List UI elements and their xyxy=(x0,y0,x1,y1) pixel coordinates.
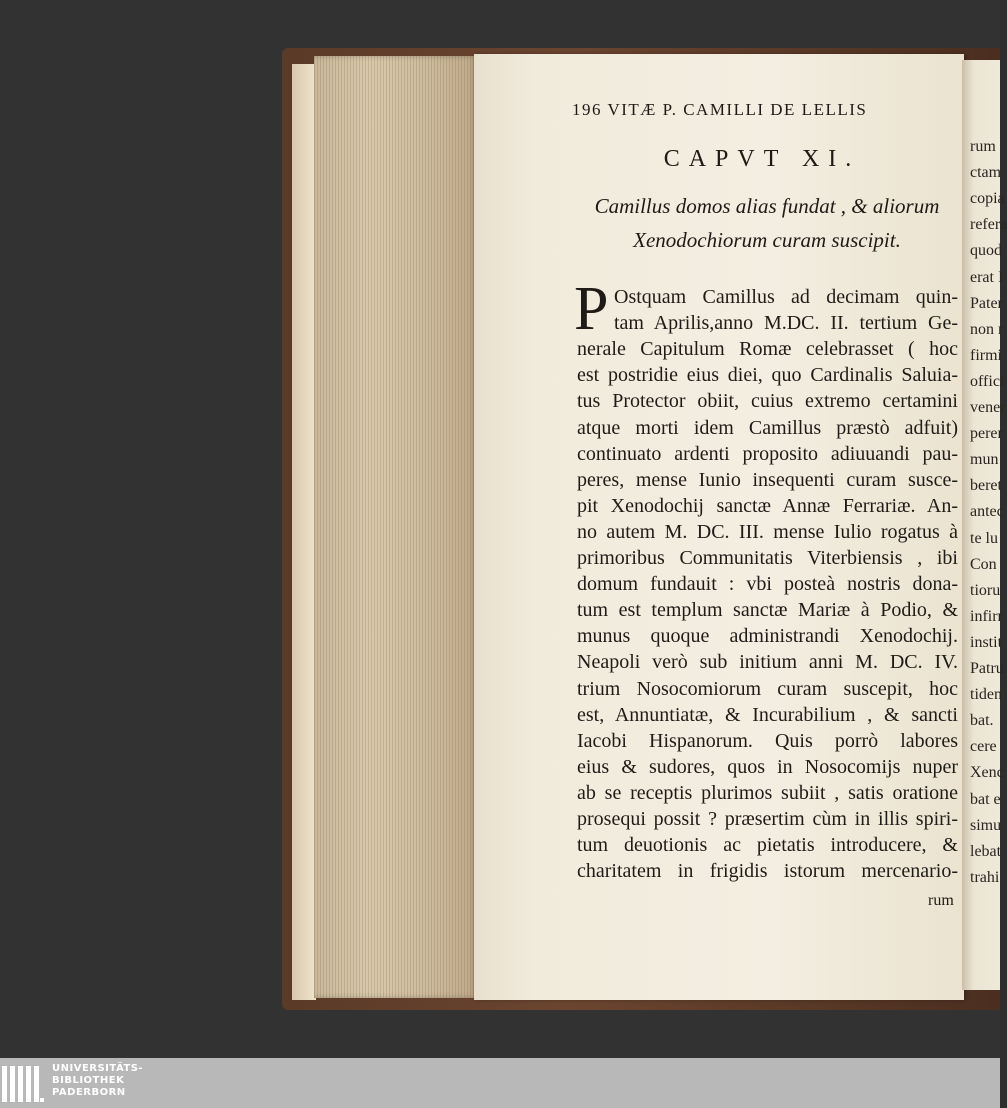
text-line: charitatem in frigidis istorum mercenario- xyxy=(577,860,958,883)
text-line: continuato ardenti proposito adiuuandi pau- xyxy=(577,442,958,465)
next-page-fragment: bat. xyxy=(970,712,994,730)
chapter-subtitle-line-2: Xenodochiorum curam suscipit. xyxy=(633,228,901,252)
library-logo-text xyxy=(52,1063,143,1099)
text-line: Neapoli verò sub initium anni M. DC. IV. xyxy=(577,651,958,674)
drop-cap: P xyxy=(574,275,609,343)
next-page-fragment: ctam xyxy=(970,164,1002,182)
text-line: tum est templum sanctæ Mariæ à Podio, & xyxy=(577,599,958,622)
next-page-fragment: Con xyxy=(970,555,997,573)
next-page-fragment: rum xyxy=(970,138,996,155)
next-page-fragment: perer xyxy=(970,425,1003,443)
next-page-fragment: tioru xyxy=(970,581,1001,599)
next-page-fragment: simu xyxy=(970,816,1002,834)
chapter-heading: CAPVT XI. xyxy=(663,146,861,172)
next-page-fragment: quod xyxy=(970,242,1002,260)
next-page-fragment: firmi xyxy=(970,346,1002,364)
chapter-subtitle-line-1: Camillus domos alias fundat , & aliorum xyxy=(594,194,940,218)
library-logo-icon xyxy=(0,1062,46,1106)
text-line: trium Nosocomiorum curam suscepit, hoc xyxy=(577,677,958,700)
text-line: no autem M. DC. III. mense Iulio rogatus à xyxy=(577,520,958,543)
text-line: domum fundauit : vbi posteà nostris dona- xyxy=(577,573,958,596)
text-line: nerale Capitulum Romæ celebrasset ( hoc xyxy=(577,338,958,361)
next-page-fragment: cere xyxy=(970,738,997,756)
text-line: eius & sudores, quos in Nosocomijs nuper xyxy=(577,755,958,778)
text-line: Iacobi Hispanorum. Quis porrò labores xyxy=(577,729,958,752)
page-stack-edge xyxy=(314,56,478,998)
footer-bar xyxy=(0,1058,1000,1108)
next-page-fragment: antec xyxy=(970,503,1004,521)
text-line: peres, mense Iunio insequenti curam susce- xyxy=(577,468,958,491)
next-page-fragment: lebat xyxy=(970,842,1002,860)
next-page-fragment: beret xyxy=(970,477,1002,495)
page-block-inner-edge xyxy=(292,64,316,1000)
next-page-edge xyxy=(962,60,1007,990)
next-page-fragment: Pater xyxy=(970,294,1003,312)
next-page-fragment: Patru xyxy=(970,660,1004,677)
logo-line-3: PADERBORN xyxy=(52,1087,126,1098)
text-line: prosequi possit ? præsertim cùm in illis spiri- xyxy=(577,808,958,830)
text-line: est postridie eius diei, quo Cardinalis Saluia- xyxy=(577,364,958,387)
text-line: pit Xenodochij sanctæ Annæ Ferrariæ. An- xyxy=(577,494,958,517)
next-page-fragment: refera xyxy=(970,216,1007,234)
next-page-fragment: infirr xyxy=(970,607,1003,625)
text-line: munus quoque administrandi Xenodochij. xyxy=(577,625,958,648)
text-line: est, Annuntiatæ, & Incurabilium , & sancti xyxy=(577,703,958,726)
next-page-fragment: vener xyxy=(970,399,1006,416)
text-line: tum deuotionis ac pietatis introducere, & xyxy=(577,834,958,857)
next-page-fragment: non r xyxy=(970,320,1004,338)
next-page-fragment: tiden xyxy=(970,686,1002,704)
logo-line-1: UNIVERSITÄTS- xyxy=(52,1063,144,1074)
next-page-fragment: te lu xyxy=(970,529,998,547)
next-page-fragment: mun xyxy=(970,451,999,469)
next-page-fragment: instit xyxy=(970,633,1003,651)
text-line: tam Aprilis,anno M.DC. II. tertium Ge- xyxy=(614,312,958,335)
text-line: tus Protector obiit, cuius extremo certamini xyxy=(577,390,958,413)
text-line: primoribus Communitatis Viterbiensis , ibi xyxy=(577,547,958,569)
next-page-fragment: trahi xyxy=(970,868,1000,886)
text-line: Ostquam Camillus ad decimam quin- xyxy=(614,286,958,308)
logo-line-2: BIBLIOTHEK xyxy=(52,1075,125,1086)
text-line: atque morti idem Camillus præstò adfuit) xyxy=(577,416,958,439)
next-page-fragment: offici xyxy=(970,372,1005,390)
catchword: rum xyxy=(928,892,954,909)
next-page-fragment: Xenc xyxy=(970,764,1004,782)
next-page-fragment: copia xyxy=(970,190,1005,208)
text-line: ab se receptis plurimos subiit , satis oratione xyxy=(577,781,958,804)
next-page-fragment: bat e xyxy=(970,790,1001,808)
next-page-fragment: erat I xyxy=(970,268,1004,286)
running-head: 196 VITÆ P. CAMILLI DE LELLIS xyxy=(572,100,868,119)
